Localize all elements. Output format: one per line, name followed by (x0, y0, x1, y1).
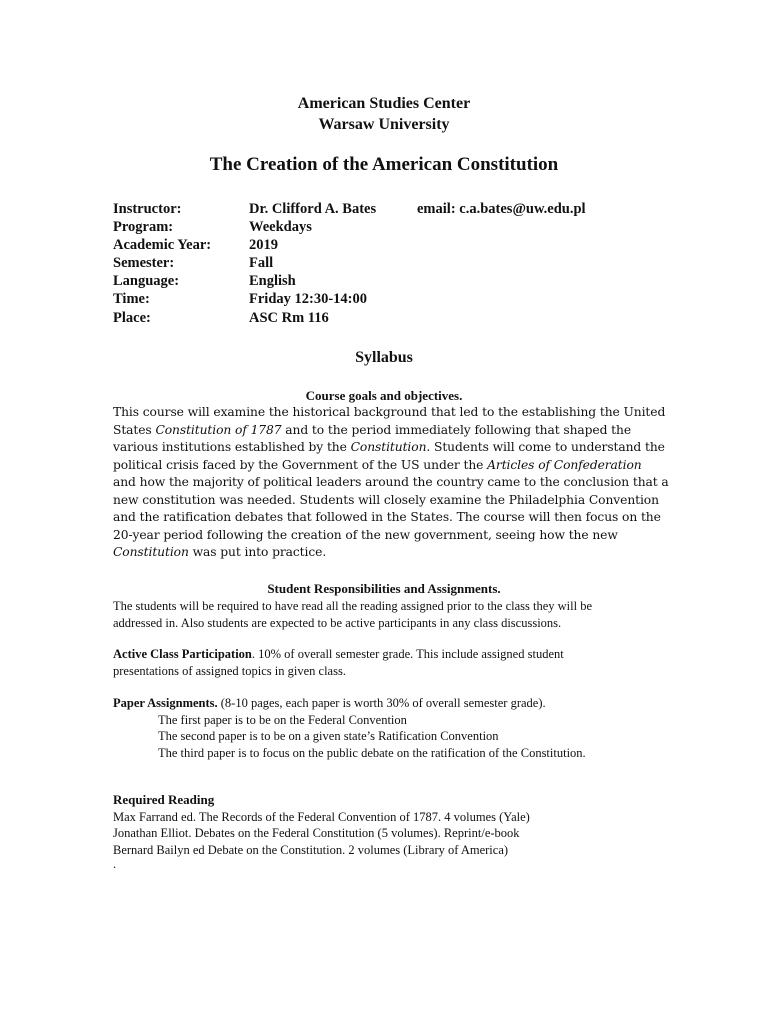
text-run: was put into practice. (188, 545, 327, 559)
responsibilities-paragraph (113, 598, 592, 631)
goals-line (113, 492, 658, 510)
university-name: Warsaw University (318, 116, 450, 133)
responsibilities-line: The students will be required to have read all the reading assigned prior to the class they will be (113, 599, 593, 613)
info-label: Place: (113, 310, 151, 326)
text-run: States (113, 422, 156, 437)
info-value: ASC Rm 116 (249, 310, 329, 326)
participation-paragraph (113, 646, 564, 679)
italic-run: Constitution (350, 440, 427, 454)
email-label (417, 200, 586, 218)
paper-intro-line (113, 695, 586, 712)
paper-label: Paper Assignments. (113, 696, 218, 710)
participation-line: presentations of assigned topics in given class. (113, 663, 346, 678)
course-title: The Creation of the American Constitution (209, 154, 559, 175)
email-value: c.a.bates@uw.edu.pl (459, 201, 586, 217)
info-label: Academic Year: (113, 237, 212, 253)
reading-item: Bernard Bailyn ed Debate on the Constitution. 2 volumes (Library of America) (113, 842, 509, 857)
reading-item: Jonathan Elliot. Debates on the Federal Constitution (5 volumes). Reprint/e-book (113, 826, 520, 840)
info-label: Instructor: (113, 201, 182, 217)
goals-line (113, 422, 658, 440)
text-run: and how the majority of political leaders around the country came to the conclusion that a (113, 475, 669, 489)
responsibilities-line: addressed in. Also students are expected to be active participants in any class discussions. (113, 615, 562, 630)
info-label: Time: (113, 291, 150, 307)
paper-item: The second paper is to be on a given state’s Ratification Convention (158, 729, 499, 743)
reading-heading: Required Reading (113, 792, 215, 807)
participation-line (113, 646, 564, 663)
goals-line (113, 439, 665, 457)
required-reading (113, 792, 530, 874)
participation-text: . 10% of overall semester grade. This include assigned student (251, 647, 564, 661)
info-value: Friday 12:30-14:00 (249, 291, 367, 307)
text-run: and the ratification debates that followed in the States. The course will then focus on the (113, 510, 661, 524)
text-run: new constitution was needed. Students will closely examine the Philadelphia Convention (113, 492, 659, 507)
info-value: Weekdays (249, 219, 312, 235)
text-run: This course will examine the historical background that led to the establishing the United (113, 405, 666, 419)
goals-line (113, 527, 658, 545)
info-value: Dr. Clifford A. Bates (249, 201, 377, 217)
text-run: various institutions established by the (113, 440, 351, 454)
text-run: political crisis faced by the Government of the US under the (113, 457, 488, 472)
info-value: Fall (249, 255, 274, 271)
paper-assignments (113, 695, 586, 761)
responsibilities-heading: Student Responsibilities and Assignments. (267, 581, 501, 596)
info-value: 2019 (249, 237, 278, 253)
trailing-mark: . (113, 857, 117, 871)
goals-heading: Course goals and objectives. (305, 388, 463, 403)
goals-line (113, 404, 666, 422)
italic-run: Constitution of 1787 (155, 422, 282, 437)
text-run: . Students will come to understand the (426, 440, 665, 454)
goals-line (113, 474, 669, 492)
info-label: Semester: (113, 255, 175, 271)
institution-name: American Studies Center (297, 95, 471, 112)
italic-run: Constitution (113, 545, 189, 559)
paper-intro: (8-10 pages, each paper is worth 30% of overall semester grade). (217, 696, 546, 710)
paper-item: The third paper is to focus on the public debate on the ratification of the Constitution. (158, 745, 586, 760)
info-value: English (249, 273, 296, 289)
participation-label: Active Class Participation (113, 647, 252, 661)
paper-item: The first paper is to be on the Federal Convention (158, 712, 407, 727)
text-run: 20-year period following the creation of the new government, seeing how the new (113, 527, 618, 542)
syllabus-heading: Syllabus (355, 349, 413, 366)
goals-line (113, 457, 658, 475)
info-label: Language: (113, 273, 180, 289)
email-label-text: email: (417, 201, 456, 217)
goals-line (113, 509, 661, 527)
goals-line (113, 544, 658, 562)
italic-run: Articles of Confederation (487, 457, 642, 472)
reading-item: Max Farrand ed. The Records of the Federal Convention of 1787. 4 volumes (Yale) (113, 809, 530, 824)
text-run: and to the period immediately following that shaped the (281, 422, 631, 437)
info-label: Program: (113, 219, 174, 235)
goals-paragraph (113, 404, 669, 562)
